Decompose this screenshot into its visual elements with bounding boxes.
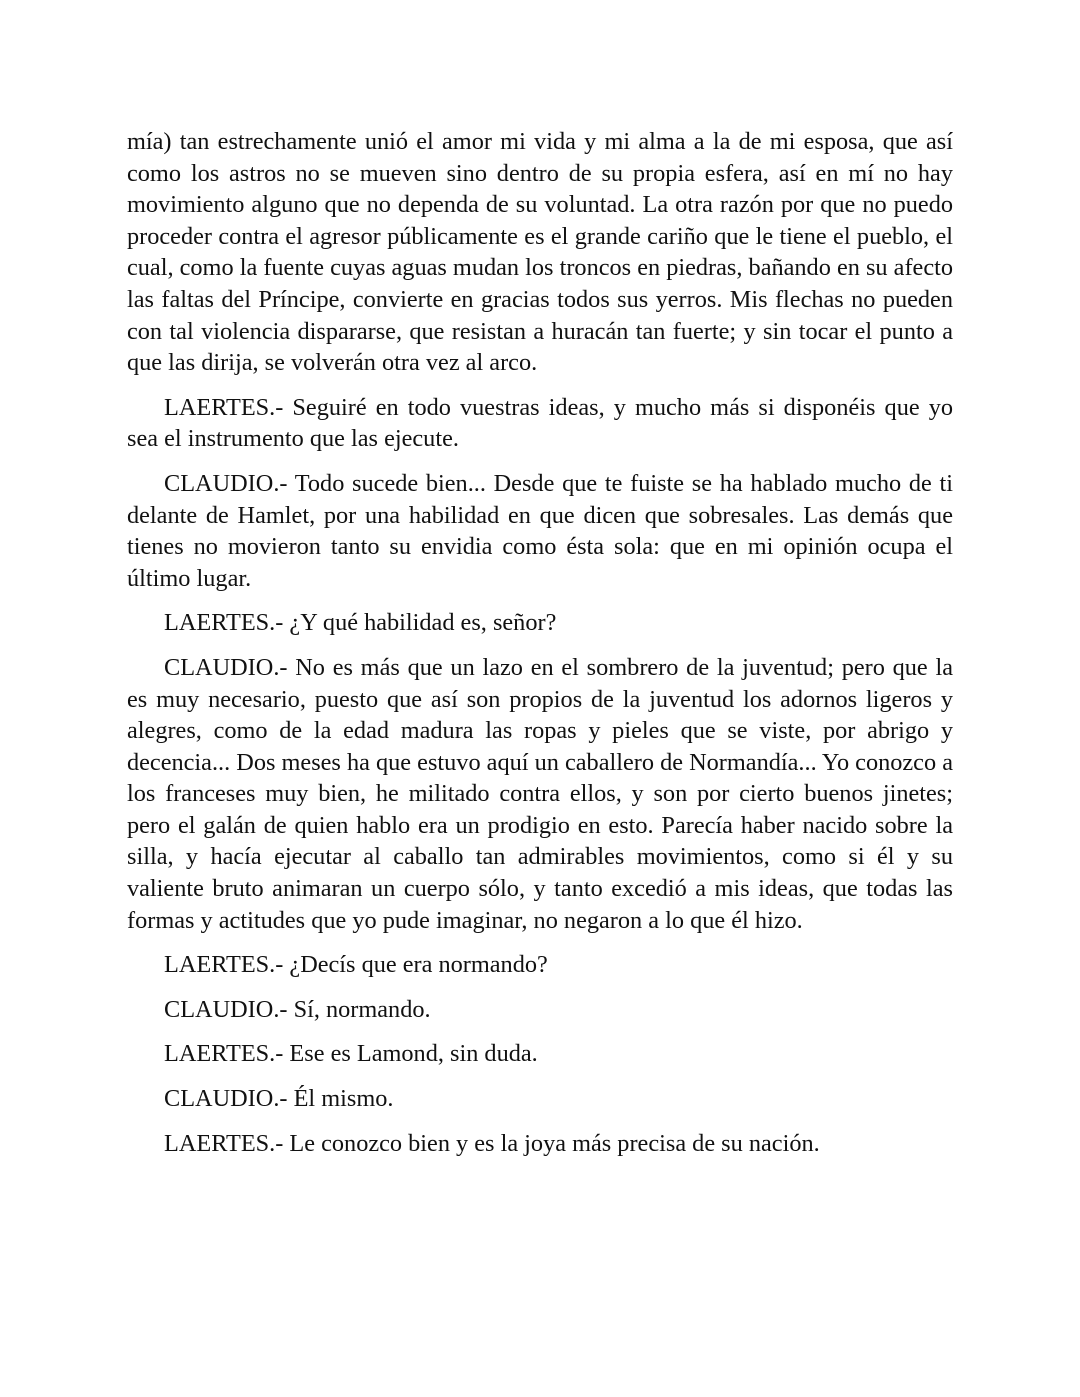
- dialogue-laertes: LAERTES.- Le conozco bien y es la joya más precisa de su nación.: [164, 1129, 820, 1157]
- dialogue-laertes: LAERTES.- Ese es Lamond, sin duda.: [164, 1040, 538, 1068]
- dialogue-claudio: CLAUDIO.- Todo sucede bien... Desde que te fuiste se ha hablado mucho de ti delante de Hamlet, por una habilidad en que dicen que sobresales. Las demás que tienes no movieron tanto su envidia como ésta sola: que en mi opinión ocupa el último lugar.: [127, 469, 953, 592]
- document-page: [127, 126, 953, 1172]
- dialogue-laertes: LAERTES.- Seguiré en todo vuestras ideas, y mucho más si disponéis que yo sea el instrumento que las ejecute.: [127, 393, 953, 453]
- dialogue-laertes: LAERTES.- ¿Y qué habilidad es, señor?: [164, 609, 557, 637]
- dialogue-claudio: CLAUDIO.- Sí, normando.: [164, 995, 431, 1023]
- dialogue-laertes: LAERTES.- ¿Decís que era normando?: [164, 951, 548, 979]
- dialogue-claudio: CLAUDIO.- No es más que un lazo en el sombrero de la juventud; pero que la es muy necesario, puesto que así son propios de la juventud los adornos ligeros y alegres, como de la edad madura las ropas y pieles que se viste, por abrigo y decencia... Dos meses ha que estuvo aquí un caballero de Normandía... Yo conozco a los franceses muy bien, he militado contra ellos, y son por cierto buenos jinetes; pero el galán de quien hablo era un prodigio en esto. Parecía haber nacido sobre la silla, y hacía ejecutar al caballo tan admirables movimientos, como si él y su valiente bruto animaran un cuerpo sólo, y tanto excedió a mis ideas, que todas las formas y actitudes que yo pude imaginar, no negaron a lo que él hizo.: [127, 653, 953, 934]
- dialogue-claudio: CLAUDIO.- Él mismo.: [164, 1085, 394, 1113]
- paragraph-continuation: mía) tan estrechamente unió el amor mi vida y mi alma a la de mi esposa, que así como los astros no se mueven sino dentro de su propia esfera, así en mí no hay movimiento alguno que no dependa de su voluntad. La otra razón por que no puedo proceder contra el agresor públicamente es el grande cariño que le tiene el pueblo, el cual, como la fuente cuyas aguas mudan los troncos en piedras, bañando en su afecto las faltas del Príncipe, convierte en gracias todos sus yerros. Mis flechas no pueden con tal violencia dispararse, que resistan a huracán tan fuerte; y sin tocar el punto a que las dirija, se volverán otra vez al arco.: [127, 128, 953, 377]
